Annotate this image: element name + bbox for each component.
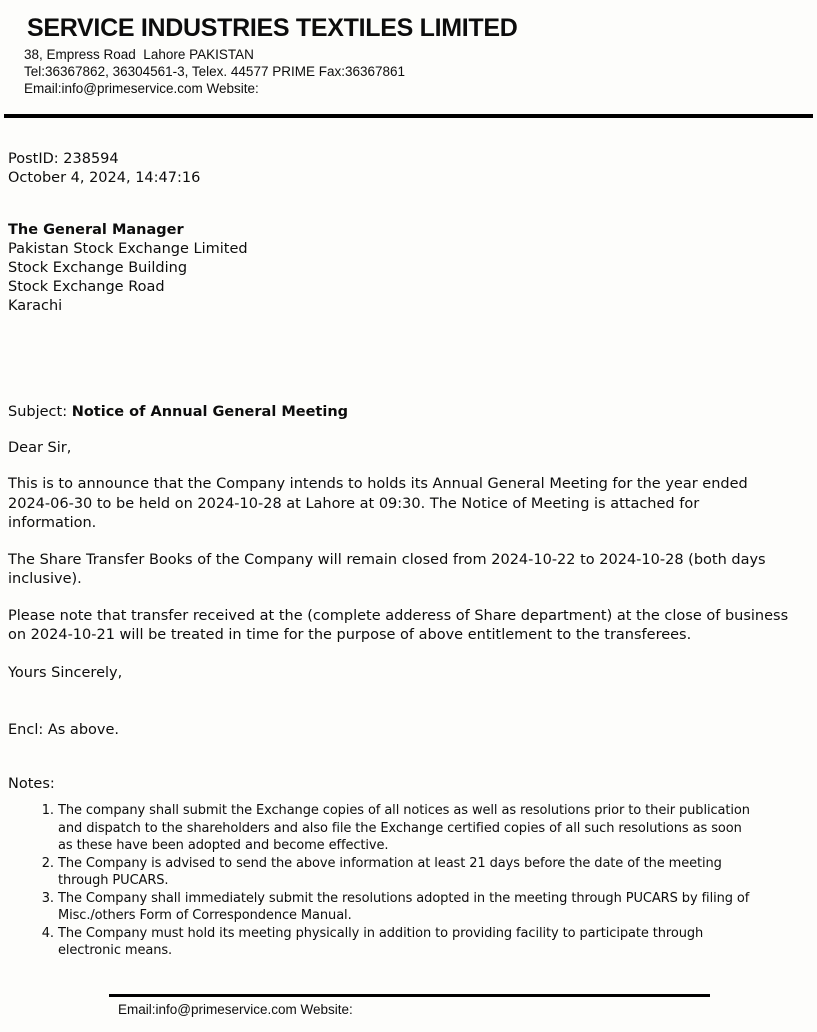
recipient-line: Karachi (8, 298, 63, 314)
company-name: SERVICE INDUSTRIES TEXTILES LIMITED (27, 14, 518, 42)
body-paragraph: Please note that transfer received at the (complete adderess of Share department) at the close of business on 2024-10-21 will be treated in time for the purpose of above entitlement to the transferees. (8, 607, 789, 643)
footer-email-website: Email:info@primeservice.com Website: (118, 1002, 353, 1017)
subject-title: Notice of Annual General Meeting (71, 404, 349, 420)
footer-divider (109, 994, 710, 997)
note-item: 1. The company shall submit the Exchange copies of all notices as well as resolutions prior to their publication and dispatch to the shareholders and also file the Exchange certified copies of all such resolutions as soon as these have been adopted and become effective. (58, 802, 759, 855)
body-paragraph: The Share Transfer Books of the Company will remain closed from 2024-10-22 to 2024-10-28 (both days inclusive). (8, 551, 766, 587)
header-divider (4, 114, 813, 118)
company-email-website: Email:info@primeservice.com Website: (24, 81, 259, 96)
letterhead-details (24, 46, 817, 97)
recipient-block (8, 221, 809, 316)
subject-line (8, 403, 809, 423)
salutation: Dear Sir, (8, 439, 72, 456)
notes-list (8, 802, 809, 960)
note-item: 2. The Company is advised to send the above information at least 21 days before the date of the meeting through PUCARS. (58, 855, 759, 890)
note-item: 3. The Company shall immediately submit the resolutions adopted in the meeting through PUCARS by filing of Misc./others Form of Correspondence Manual. (58, 890, 759, 925)
recipient-line: Pakistan Stock Exchange Limited (8, 241, 248, 257)
closing: Yours Sincerely, (8, 664, 123, 681)
recipient-line: Stock Exchange Road (8, 279, 165, 295)
note-item: 4. The Company must hold its meeting physically in addition to providing facility to participate through electronic means. (58, 925, 759, 960)
post-meta (8, 150, 809, 188)
post-datetime: October 4, 2024, 14:47:16 (8, 170, 201, 186)
letterhead (0, 0, 817, 97)
recipient-name: The General Manager (8, 222, 184, 238)
notes-label: Notes: (8, 775, 55, 792)
recipient-line: Stock Exchange Building (8, 260, 188, 276)
post-id: PostID: 238594 (8, 151, 119, 167)
letter-content (0, 150, 817, 960)
enclosure: Encl: As above. (8, 722, 120, 738)
company-contact: Tel:36367862, 36304561-3, Telex. 44577 PRIME Fax:36367861 (24, 64, 406, 79)
letter-footer (0, 994, 817, 1032)
subject-label: Subject: (8, 404, 72, 420)
company-address: 38, Empress Road Lahore PAKISTAN (24, 47, 254, 62)
body-paragraph: This is to announce that the Company intends to holds its Annual General Meeting for the year ended 2024-06-30 to be held on 2024-10-28 at Lahore at 09:30. The Notice of Meeting is attached for information. (8, 476, 748, 531)
